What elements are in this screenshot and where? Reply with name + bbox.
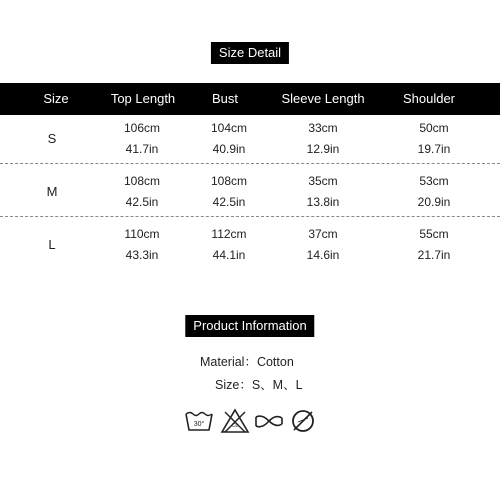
bust-in: 42.5in	[212, 195, 246, 209]
wash-temp-label: 30°	[193, 421, 205, 428]
shoulder-in: 21.7in	[417, 248, 451, 262]
svg-text:CL: CL	[231, 423, 239, 429]
sleeve-cm: 37cm	[308, 227, 338, 241]
shoulder-cm: 55cm	[419, 227, 449, 241]
header-top-length: Top Length	[110, 91, 176, 106]
size-label: M	[46, 184, 58, 199]
sleeve-cm: 35cm	[308, 174, 338, 188]
no-bleach-icon	[220, 408, 250, 434]
no-wring-icon	[254, 408, 284, 434]
header-size: Size	[43, 91, 69, 106]
sleeve-cm: 33cm	[308, 121, 338, 135]
size-detail-title: Size Detail	[211, 42, 289, 64]
table-row	[0, 115, 500, 165]
top-length-cm: 110cm	[124, 227, 160, 241]
material-text: Material：Cotton	[200, 355, 294, 369]
wash-30-icon	[184, 408, 214, 434]
shoulder-in: 19.7in	[417, 142, 451, 156]
size-label: L	[48, 237, 56, 252]
header-shoulder: Shoulder	[402, 91, 456, 106]
table-row	[0, 221, 500, 271]
bust-in: 40.9in	[212, 142, 246, 156]
no-dryclean-icon	[289, 408, 317, 434]
bust-cm: 108cm	[210, 174, 248, 188]
sleeve-in: 14.6in	[306, 248, 340, 262]
header-bust: Bust	[211, 91, 239, 106]
top-length-cm: 108cm	[123, 174, 161, 188]
table-row	[0, 168, 500, 218]
bust-cm: 112cm	[211, 227, 247, 241]
size-label: S	[47, 131, 57, 146]
sleeve-in: 13.8in	[306, 195, 340, 209]
sleeve-in: 12.9in	[306, 142, 340, 156]
row-divider	[0, 163, 500, 164]
shoulder-cm: 53cm	[419, 174, 449, 188]
shoulder-in: 20.9in	[417, 195, 451, 209]
size-table-header	[0, 83, 500, 115]
product-info-title: Product Information	[185, 315, 314, 337]
bust-in: 44.1in	[212, 248, 246, 262]
row-divider	[0, 216, 500, 217]
bust-cm: 104cm	[210, 121, 248, 135]
top-length-cm: 106cm	[123, 121, 161, 135]
sizes-text: Size：S、M、L	[215, 378, 303, 392]
top-length-in: 42.5in	[125, 195, 159, 209]
header-sleeve-length: Sleeve Length	[281, 91, 365, 106]
top-length-in: 41.7in	[125, 142, 159, 156]
top-length-in: 43.3in	[125, 248, 159, 262]
shoulder-cm: 50cm	[419, 121, 449, 135]
